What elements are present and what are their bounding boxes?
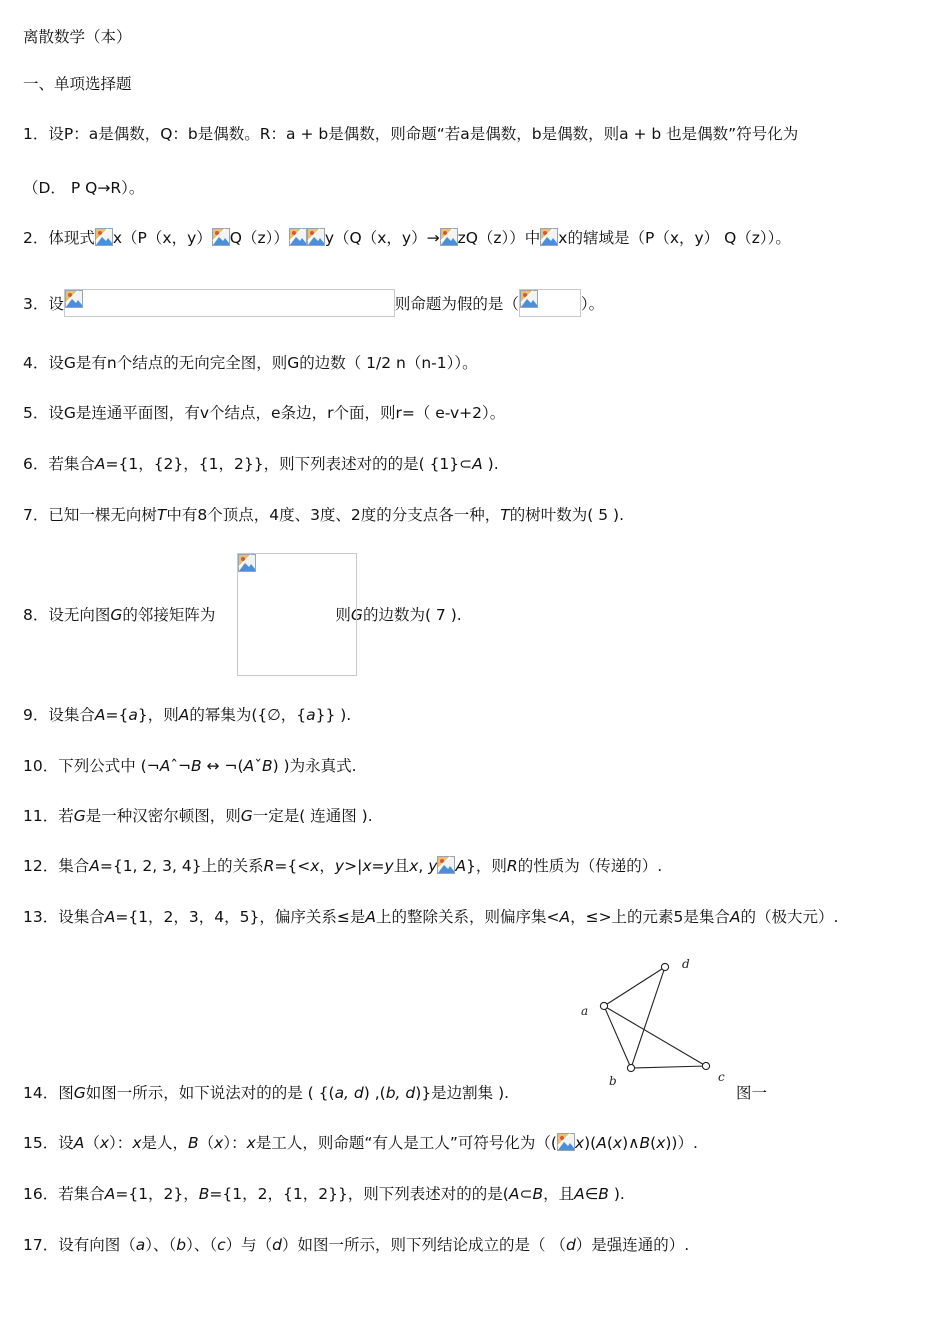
node-label-d: d (682, 957, 690, 971)
edge-a-d (604, 967, 665, 1006)
q2-part: zQ（z））中 (457, 229, 541, 247)
edge-b-c (631, 1066, 706, 1068)
broken-image-icon (437, 856, 455, 874)
figure-caption: 图一 (736, 1084, 768, 1102)
broken-image-icon (212, 228, 230, 246)
q2-part: Q（z）） (229, 229, 289, 247)
broken-image-icon (307, 228, 325, 246)
node-label-a: a (581, 1004, 589, 1018)
node-b (627, 1064, 634, 1071)
node-label-b: b (609, 1074, 617, 1088)
broken-image-icon (440, 228, 458, 246)
question-7: 7．已知一棵无向树T中有8个顶点，4度、3度、2度的分支点各一种，T的树叶数为( 5 ). (23, 506, 625, 524)
q3-part: ）。 (580, 295, 605, 313)
node-d (661, 963, 668, 970)
question-12: 12．集合A={1, 2, 3, 4}上的关系R={<x，y>|x=y且x, y A}，则R的性质为（传递的）. (23, 857, 663, 875)
q2-part: x的辖域是（P（x，y） Q（z））。 (558, 229, 791, 247)
broken-image-icon (557, 1133, 575, 1151)
question-2 (23, 228, 791, 248)
question-15: 15．设A（x）：x是人，B（x）：x是工人，则命题“有人是工人”可符号化为（( x)(A(x)∧B(x))）. (23, 1134, 698, 1152)
answer-image-placeholder (519, 289, 581, 317)
question-3 (23, 289, 604, 317)
broken-image-icon (95, 228, 113, 246)
question-14: 14．图G如图一所示，如下说法对的的是 ( {(a, d) ,(b, d)}是边割集 ). (23, 1084, 510, 1102)
q2-part: x（P（x，y） (112, 229, 212, 247)
formula-image-placeholder (64, 289, 395, 317)
question-9: 9．设集合A={a}，则A的幂集为({∅，{a}} ). (23, 706, 352, 724)
question-1-text: 1．设P：a是偶数，Q：b是偶数。R：a + b是偶数，则命题“若a是偶数，b是偶数，则a + b 也是偶数”符号化为 (23, 125, 799, 143)
question-16: 16．若集合A={1，2}，B={1，2，{1，2}}，则下列表述对的的是(A⊂B，且A∈B ). (23, 1185, 625, 1203)
question-17: 17．设有向图（a）、（b）、（c）与（d）如图一所示，则下列结论成立的是（ （d）是强连通的）. (23, 1236, 690, 1254)
adjacency-matrix-image-placeholder (237, 553, 357, 676)
broken-image-icon (238, 554, 256, 572)
node-a (600, 1002, 607, 1009)
q2-part: 2．体现式 (23, 229, 95, 247)
node-label-c: c (718, 1070, 725, 1084)
section-title: 一、单项选择题 (23, 75, 132, 93)
question-10: 10．下列公式中 (¬Aˆ¬B ↔ ¬(AˇB) )为永真式. (23, 757, 357, 775)
question-13: 13．设集合A={1，2，3，4，5}，偏序关系≤是A上的整除关系，则偏序集<A，≤>上的元素5是集合A的（极大元）. (23, 908, 839, 926)
broken-image-icon (540, 228, 558, 246)
question-11: 11．若G是一种汉密尔顿图，则G一定是( 连通图 ). (23, 807, 373, 825)
question-8: 8．设无向图G的邻接矩阵为 则G的边数为( 7 ). (23, 606, 462, 624)
edge-a-b (604, 1006, 631, 1068)
course-title: 离散数学（本） (23, 28, 132, 46)
edge-b-d (631, 967, 665, 1068)
question-4: 4．设G是有n个结点的无向完全图，则G的边数（ 1/2 n（n-1））。 (23, 354, 478, 372)
broken-image-icon (289, 228, 307, 246)
q3-part: 3．设 (23, 295, 64, 313)
graph-figure-one (575, 950, 735, 1090)
question-5: 5．设G是连通平面图，有v个结点，e条边，r个面，则r=（ e-v+2）。 (23, 404, 506, 422)
broken-image-icon (65, 290, 83, 308)
edge-a-c (604, 1006, 706, 1066)
node-c (702, 1062, 709, 1069)
q3-part: 则命题为假的是（ (394, 295, 519, 313)
question-6: 6．若集合A={1，{2}，{1，2}}，则下列表述对的的是( {1}⊂A ). (23, 455, 499, 473)
broken-image-icon (520, 290, 538, 308)
q2-part: y（Q（x，y）→ (324, 229, 440, 247)
question-1-answer: （D． P Q→R）。 (23, 179, 145, 197)
